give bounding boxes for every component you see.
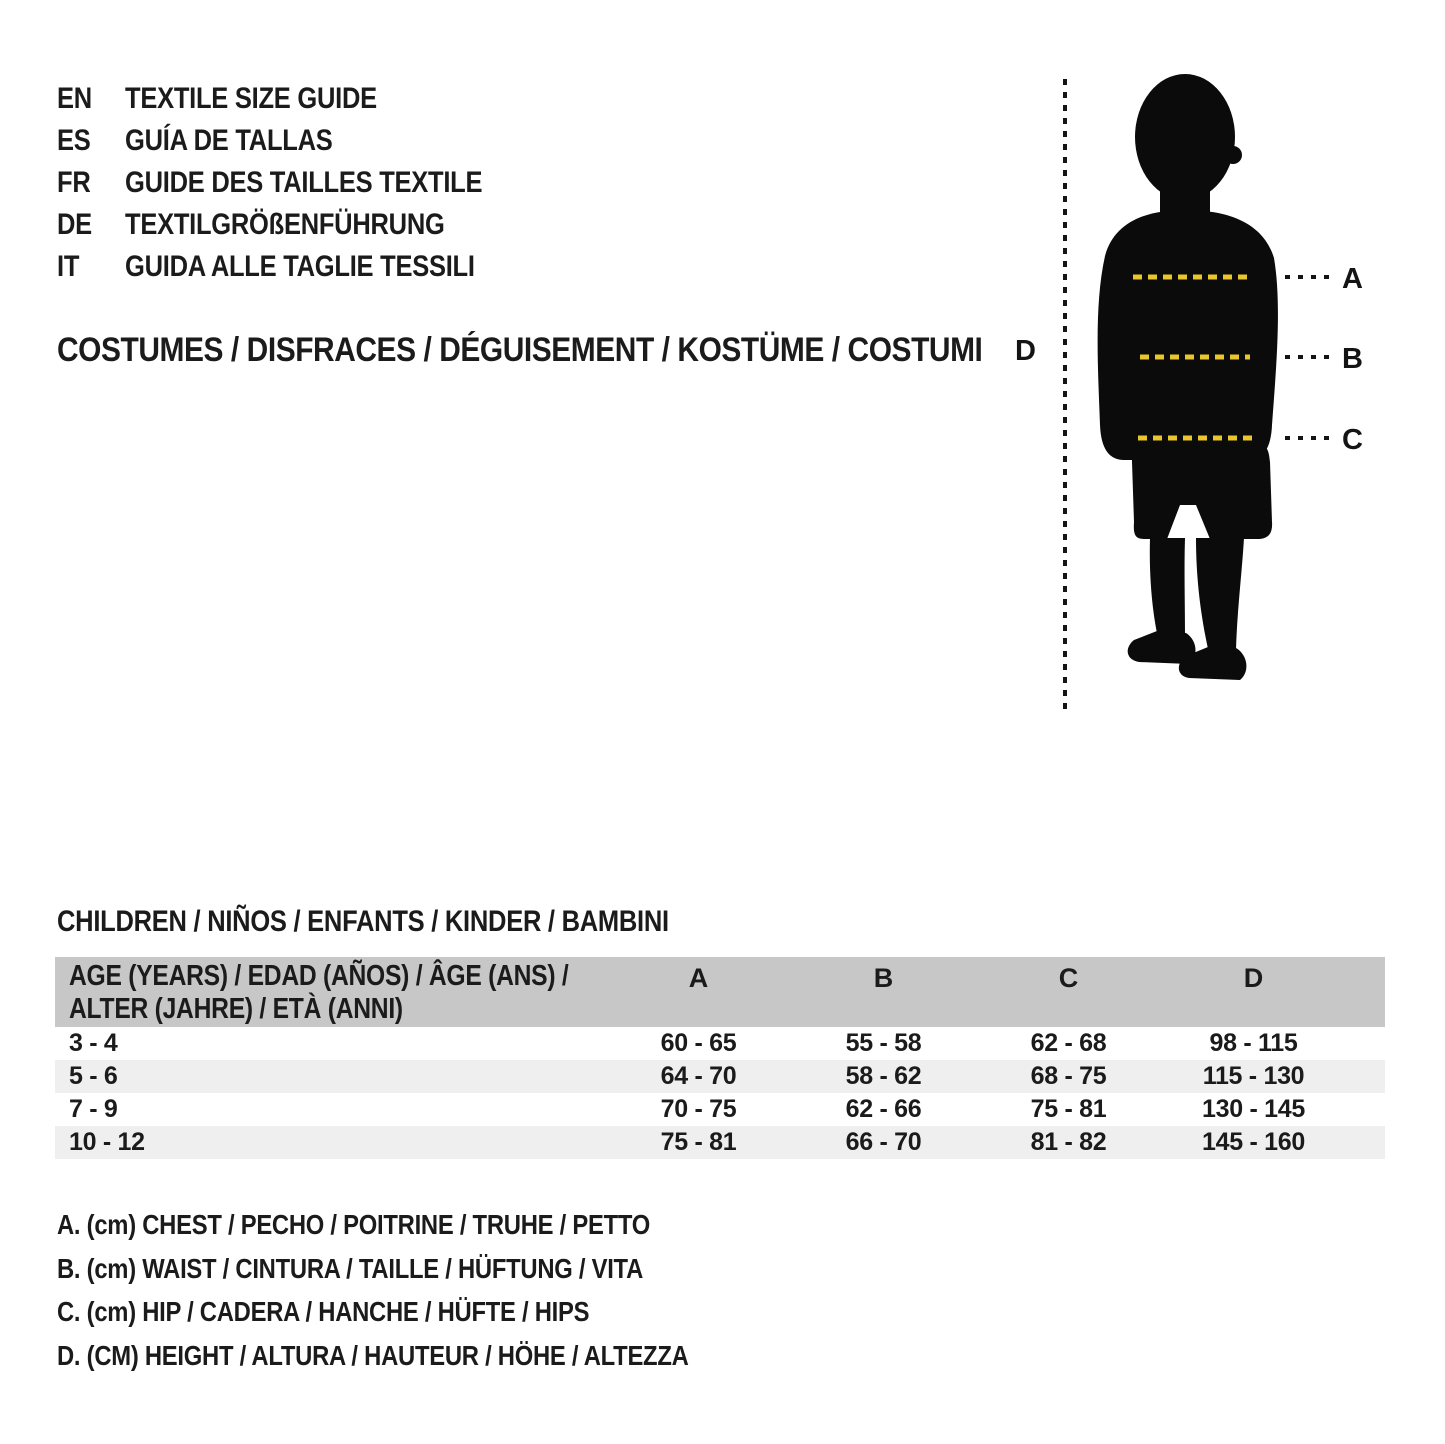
child-silhouette-icon — [1098, 74, 1278, 680]
height-range-cell: 98 - 115 — [1209, 1029, 1298, 1057]
waist-range-cell: 55 - 58 — [845, 1029, 922, 1057]
chest-range-cell: 64 - 70 — [660, 1062, 737, 1090]
language-title-list — [57, 78, 545, 288]
language-row — [57, 78, 545, 120]
silhouette-right-leg — [1196, 538, 1244, 650]
silhouette-torso — [1098, 210, 1278, 460]
figure-label-waist: B — [1342, 343, 1363, 375]
language-code: DE — [57, 208, 92, 241]
size-table-row — [55, 1126, 1385, 1159]
chest-range-cell: 60 - 65 — [660, 1029, 737, 1057]
height-range-cell: 115 - 130 — [1202, 1062, 1305, 1090]
chest-range-cell: 75 - 81 — [660, 1128, 737, 1156]
legend-item: A. (cm) CHEST / PECHO / POITRINE / TRUHE / PETTO — [57, 1209, 650, 1240]
age-range-cell: 5 - 6 — [69, 1062, 118, 1090]
language-guide-title: GUÍA DE TALLAS — [125, 124, 333, 157]
measurement-legend — [57, 1203, 800, 1377]
row-filler-cell — [1346, 1027, 1385, 1060]
legend-item: D. (CM) HEIGHT / ALTURA / HAUTEUR / HÖHE / ALTEZZA — [57, 1339, 689, 1371]
height-range-cell: 130 - 145 — [1202, 1095, 1305, 1123]
legend-item: C. (cm) HIP / CADERA / HANCHE / HÜFTE / HIPS — [57, 1296, 590, 1327]
language-row — [57, 120, 545, 162]
header-filler-cell — [1346, 957, 1385, 1027]
chest-range-cell: 70 - 75 — [660, 1095, 737, 1123]
hip-range-cell: 68 - 75 — [1030, 1062, 1107, 1090]
column-header-chest: A — [688, 963, 709, 993]
hip-range-cell: 81 - 82 — [1030, 1128, 1107, 1156]
size-table-row — [55, 1027, 1385, 1060]
table-section-title-text: CHILDREN / NIÑOS / ENFANTS / KINDER / BAMBINI — [57, 905, 669, 938]
figure-label-hip: C — [1342, 424, 1363, 456]
measurement-figure — [1000, 60, 1445, 740]
language-row — [57, 204, 545, 246]
language-code: IT — [57, 250, 80, 283]
age-header-line1: AGE (YEARS) / EDAD (AÑOS) / ÂGE (ANS) / — [69, 960, 569, 992]
language-code: ES — [57, 124, 91, 157]
legend-item: B. (cm) WAIST / CINTURA / TAILLE / HÜFTUNG / VITA — [57, 1252, 644, 1284]
category-title: COSTUMES / DISFRACES / DÉGUISEMENT / KOSTÜME / COSTUMI — [57, 331, 983, 369]
table-section-title — [57, 905, 777, 939]
language-guide-title: TEXTILGRÖßENFÜHRUNG — [125, 208, 445, 241]
hip-range-cell: 75 - 81 — [1030, 1095, 1107, 1123]
waist-range-cell: 58 - 62 — [845, 1062, 922, 1090]
figure-label-height: D — [1015, 335, 1036, 367]
silhouette-left-leg — [1150, 538, 1185, 635]
size-table-row — [55, 1093, 1385, 1126]
silhouette-ear — [1224, 146, 1242, 164]
language-guide-title: GUIDA ALLE TAGLIE TESSILI — [125, 250, 475, 283]
age-range-cell: 3 - 4 — [69, 1029, 118, 1057]
row-filler-cell — [1346, 1093, 1385, 1126]
size-table-row — [55, 1060, 1385, 1093]
height-range-cell: 145 - 160 — [1202, 1128, 1305, 1156]
language-code: EN — [57, 82, 92, 115]
age-header-line2: ALTER (JAHRE) / ETÀ (ANNI) — [69, 993, 403, 1025]
column-header-height: D — [1243, 963, 1264, 993]
children-size-table — [55, 957, 1385, 1159]
column-header-waist: B — [873, 963, 894, 993]
language-guide-title: TEXTILE SIZE GUIDE — [125, 82, 377, 115]
age-range-cell: 10 - 12 — [69, 1128, 145, 1156]
language-row — [57, 246, 545, 288]
language-code: FR — [57, 166, 91, 199]
row-filler-cell — [1346, 1060, 1385, 1093]
column-header-hip: C — [1058, 963, 1079, 993]
size-table-header-row — [55, 957, 1385, 1027]
waist-range-cell: 62 - 66 — [845, 1095, 922, 1123]
waist-range-cell: 66 - 70 — [845, 1128, 922, 1156]
language-row — [57, 162, 545, 204]
figure-label-chest: A — [1342, 263, 1363, 295]
hip-range-cell: 62 - 68 — [1030, 1029, 1107, 1057]
language-guide-title: GUIDE DES TAILLES TEXTILE — [125, 166, 483, 199]
row-filler-cell — [1346, 1126, 1385, 1159]
silhouette-shorts — [1132, 445, 1272, 539]
age-column-header — [55, 957, 606, 1027]
age-range-cell: 7 - 9 — [69, 1095, 118, 1123]
